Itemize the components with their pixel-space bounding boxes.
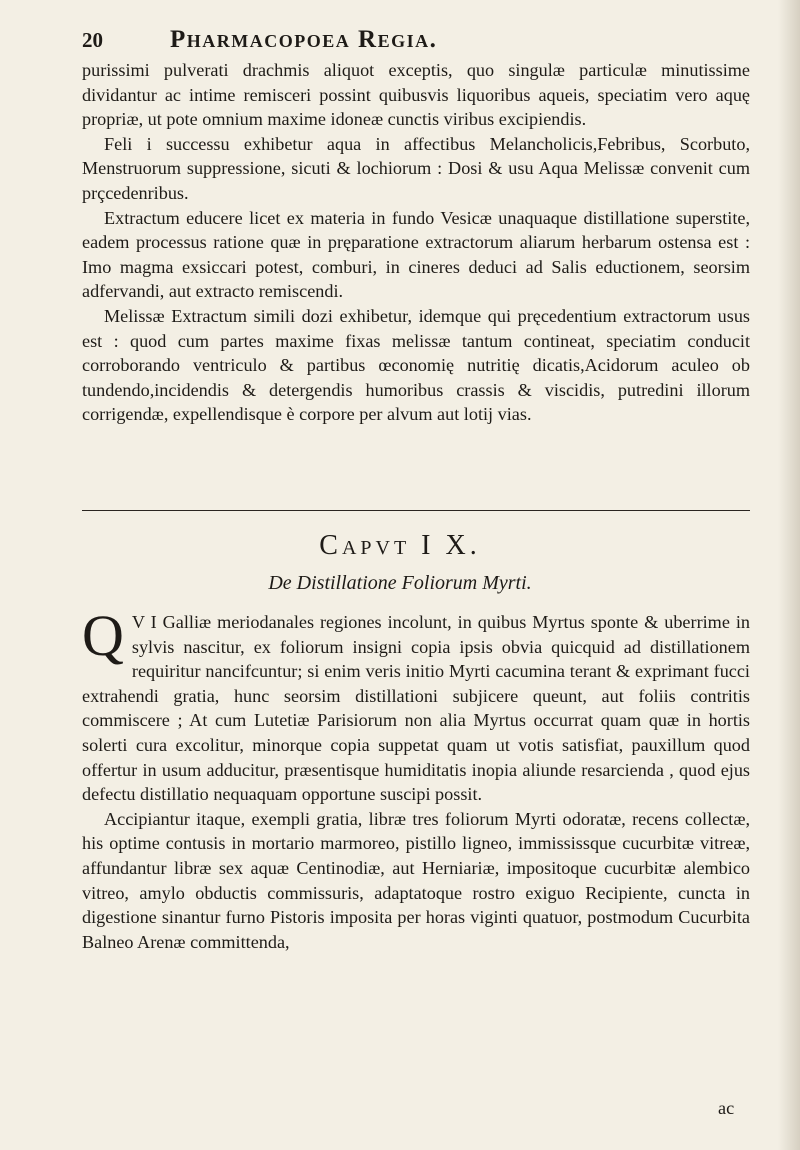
running-head: Pharmacopoea Regia. — [170, 26, 438, 53]
paragraph-1: purissimi pulverati drachmis aliquot exceptis, quo singulæ particulæ minutissime dividantur ac intime remisceri possint quibusvis liquoribus aqueis, speciatim vero aquę propriæ, ut pote omnium maxime idoneæ cunctis viribus excipiendis. — [82, 60, 750, 130]
catchword: ac — [718, 1098, 735, 1118]
continued-section-text — [82, 58, 750, 427]
paragraph-3: Extractum educere licet ex materia in fundo Vesicæ unaquaque distillatione superstite, eadem processus ratione quæ in pręparatione extractorum aliarum herbarum ostensa est : Imo magma exsiccari potest, comburi, in cineres deduci ad Salis eductionem, seorsim adfervandi, aut extracto remiscendi. — [82, 207, 750, 302]
paragraph-4: Melissæ Extractum simili dozi exhibetur, idemque qui pręcedentium extractorum usus est : quod cum partes maxime fixas melissæ tantum contineat, speciatim conducit corroborando ventriculo & partibus œconomię nutritię dicatis,Acidorum aculeo ob tundendo,incidendis & detergendis humoribus crassis & viscidis, putredini illorum corrigendæ, expellendisque è corpore per alvum aut lotij vias. — [82, 305, 750, 425]
paragraph-2: Feli i successu exhibetur aqua in affectibus Melancholicis,Febribus, Scorbuto, Menstruorum suppressione, sicuti & lochiorum : Dosi & usu Aqua Melissæ convenit cum prçcedenribus. — [82, 133, 750, 203]
chapter-paragraph-1-text: V I Galliæ meriodanales regiones incolunt, in quibus Myrtus sponte & uberrime in sylvis nascitur, ex foliorum insigni copia ipsis obvia quicquid ad distillationem requiritur nancifcuntur; si enim veris initio Myrti cacumina terant & exprimant fucci extrahendi gratia, hunc seorsim distillationi subjicere queunt, aut foliis contritis commiscere ; At cum Lutetiæ Parisiorum non alia Myrtus occurrat quam quæ in hortis solerti cura excolitur, minorque copia suppetat quam ut votis satisfiat, pauxillum quod offertur in usum adducitur, præsentisque humiditatis inopia aliunde resarcienda , quod ejus defectu distillatio nequaquam opportune suscipi possit. — [82, 612, 750, 805]
section-divider-rule — [82, 510, 750, 511]
drop-cap: Q — [82, 603, 124, 668]
page-header — [82, 26, 747, 56]
chapter-subtitle: De Distillatione Foliorum Myrti. — [268, 572, 532, 594]
chapter-paragraph-1 — [82, 603, 750, 807]
chapter-body — [82, 603, 750, 954]
page-number: 20 — [82, 28, 103, 52]
chapter-title: Capvt I X. — [319, 530, 481, 561]
chapter-paragraph-2: Accipiantur itaque, exempli gratia, libræ tres foliorum Myrti odoratæ, recens collectæ, his optime contusis in mortario marmoreo, pistillo ligneo, immississque cucurbitæ vitreæ, affundantur libræ sex aquæ Centinodiæ, aut Herniariæ, impositoque cucurbitæ alembico vitreo, amylo obductis commissuris, adaptatoque rostro exiguo Recipiente, cuncta in digestione sinantur furno Pistoris imposita per horas viginti quatuor, postmodum Cucurbita Balneo Arenæ committenda, — [82, 808, 750, 952]
